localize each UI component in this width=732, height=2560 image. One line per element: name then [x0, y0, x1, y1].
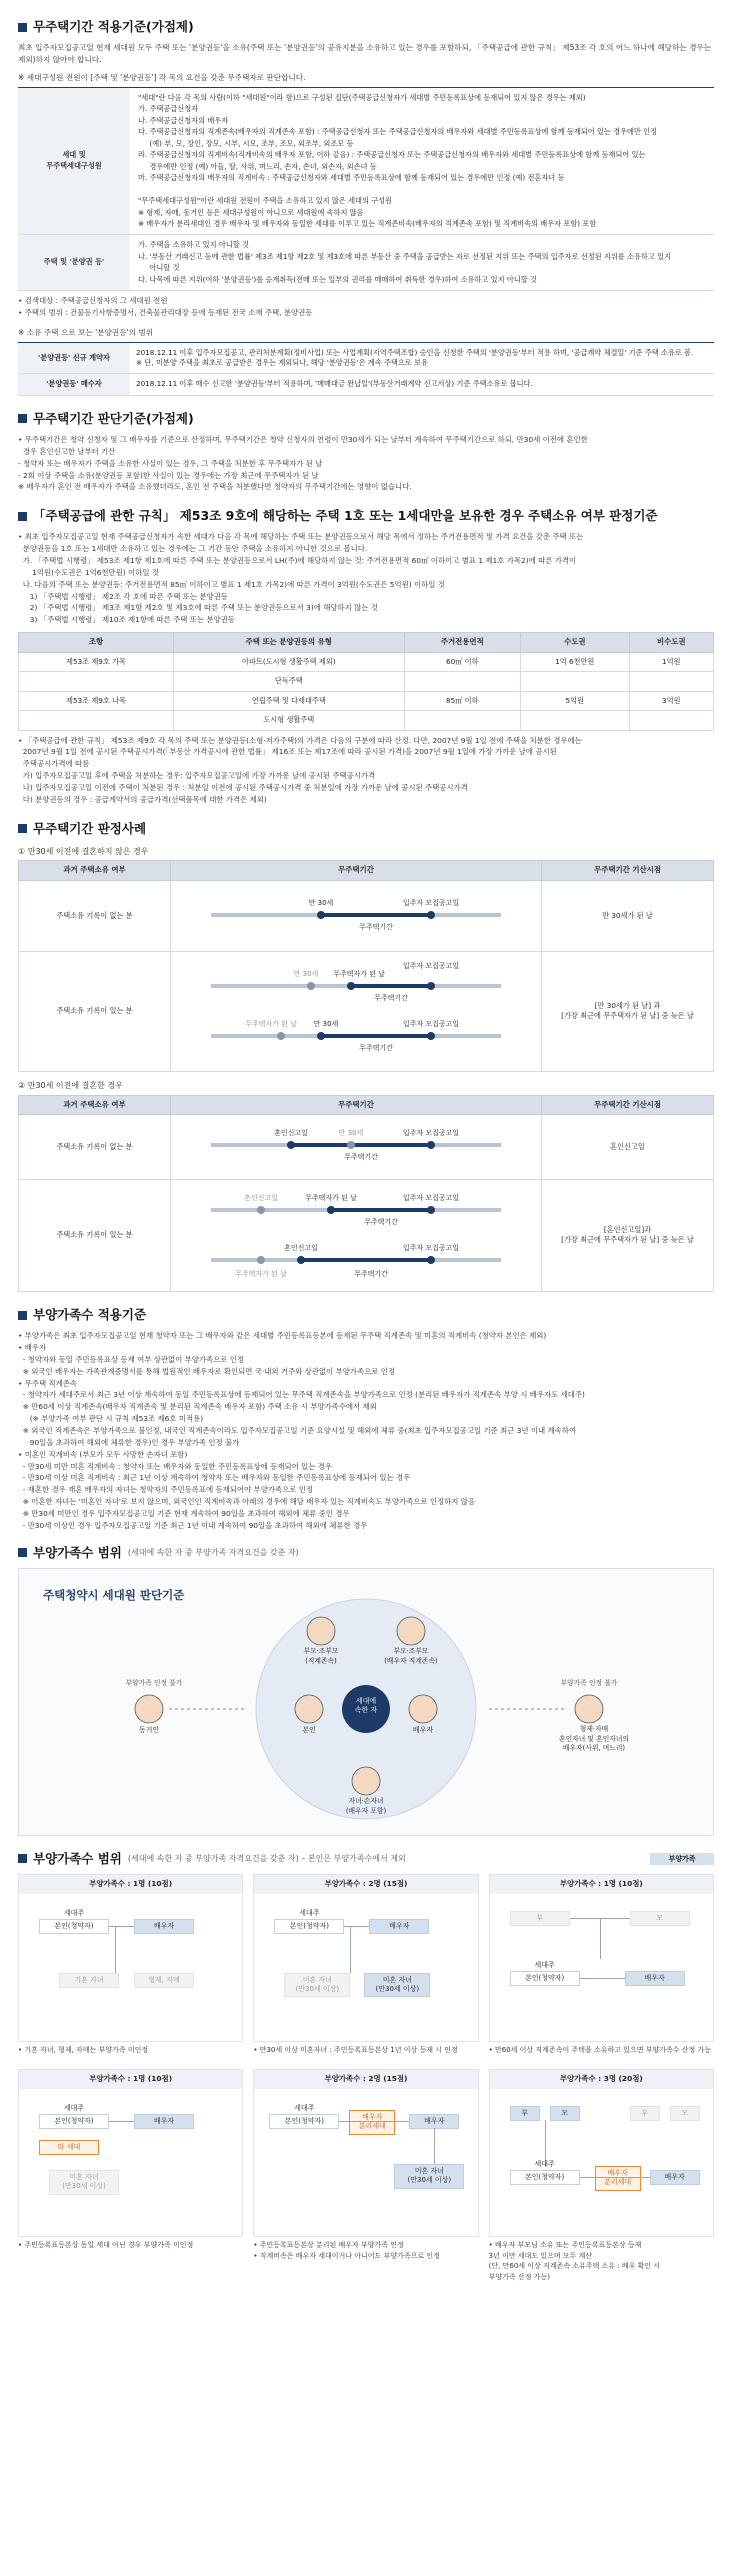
bullet-line: 나) 입주자모집공고일 이전에 주택이 처분된 경우 : 처분일 이전에 공시된 주택공시가격 중 처분일에 가장 가까운 날에 공시된 주택공시가격: [18, 782, 468, 792]
person-icon: [295, 1695, 323, 1723]
section1-intro: 최초 입주자모집공고일 현재 세대원 모두 주택 또는 '분양권등'을 소유(주택 또는 '분양권등'의 공유지분을 소유하고 있는 경우를 포함하되, 「주택공급에 관한 규칙」 제53조 각 호의 어느 하나에 해당하는 경우는 제외)하지 않아야 합니다.: [18, 43, 712, 64]
svg-text:입주자 모집공고일: 입주자 모집공고일: [402, 961, 460, 970]
section3-after-lines: [18, 735, 714, 806]
section3-lines: [18, 531, 714, 626]
svg-text:만 30세: 만 30세: [293, 969, 319, 978]
bullet-line: 1억원(수도권은 1억6천만원) 이하일 것: [18, 567, 159, 577]
col-head: 무주택기간: [171, 1095, 542, 1115]
timeline-cell: [171, 951, 542, 1071]
definition-line: 나. '부동산 거래신고 등에 관한 법률' 제3조 제1항 제2호 및 제3호에 따른 부동산 중 주택을 공급받는 자로 선정된 지위 또는 주택의 입주자로 선정된 지위를 소유하고 있지: [138, 251, 671, 261]
bullet-line: - 만30세 이상 미혼 직계비속 : 최근 1년 이상 계속하여 청약자 또는 배우자와 동일한 주민등록표상에 등재되어 있는 경우: [18, 1473, 411, 1483]
bullet-line: • 미혼인 직계비속 (부모가 모두 사망한 손자녀 포함): [18, 1449, 188, 1459]
bullet-line: - 2회 이상 주택을 소유(분양권등 포함)한 사실이 있는 경우에는 가장 최근에 무주택자가 된 날: [18, 470, 319, 480]
person-icon: [397, 1617, 425, 1645]
row-body: [130, 234, 714, 290]
bullet-line: 나. 다음의 주택 또는 분양권등: 주거전용면적 85㎡ 이하이고 별표 1 제1호 가목2)에 따른 가격이 3억원(수도권은 5억원) 이하일 것: [18, 579, 445, 589]
not-allowed-label: 부양가족 인정 불가: [560, 1678, 618, 1687]
section-title-4: 무주택기간 판정사례: [18, 820, 714, 838]
history-note: ※ 소유 주택 으로 보는 '분양권등'의 범위: [18, 327, 154, 337]
result-text: [만 30세가 된 날] 과 [가장 최근에 무주택자가 된 날] 중 늦은 날: [542, 951, 714, 1071]
node-label: 부모·조부모 (배우자 직계존속): [384, 1646, 438, 1665]
bullet-line: 주택공시가격에 따름: [18, 759, 90, 769]
legend-badge: 부양가족: [650, 1853, 714, 1865]
card-head: 부양가족수 : 2명 (15점): [254, 1875, 477, 1894]
svg-text:무주택기간: 무주택기간: [364, 1217, 398, 1226]
bullet-line: ※ 외국인 직계존속은 부양가족으로 불인정, 내국인 직계존속이라도 입주자모집공고일 기준 요양시설 및 해외에 체류 중(최초 입주자모집공고일 기준 최근 3년 이내 계속하여: [18, 1426, 577, 1436]
table-cell: [629, 711, 714, 730]
section1-bullets: [18, 295, 714, 319]
row-head: 주택 및 '분양권 등': [18, 234, 130, 290]
table-head-row: [19, 633, 714, 653]
bullet-line: 2007년 9월 1일 전에 공시된 주택공시가격(「부동산 가격공시에 관한 법률」 제16조 또는 제17조에 따라 공시된 가격)을 2007년 9월 1일에 가장 가까운 날에 공시된: [18, 747, 557, 757]
result-text: 만 30세가 된 날: [542, 881, 714, 951]
col-head: 무주택기간 기산시점: [542, 1095, 714, 1115]
section1-note: ※ 세대구성원 전원이 [주택 및 '분양권등'] 각 목의 요건을 갖춘 무주택자로 판단합니다.: [18, 72, 306, 82]
col-head: 과거 주택소유 여부: [19, 1095, 171, 1115]
section-title-7: 부양가족수 범위 (세대에 속한 자 중 부양가족 자격요건을 갖춘 자) – 본인은 부양가족수에서 제외 부양가족: [18, 1850, 714, 1868]
bullet-line: • 무주택 직계존속: [18, 1378, 78, 1388]
bullet-line: • 최초 입주자모집공고일 현재 주택공급신청자가 속한 세대가 다음 각 목에 해당하는 주택 또는 분양권등으로서 해당 목에서 정하는 주거전용면적 및 가격 요건을 갖춘 주택 또는: [18, 532, 584, 542]
table-row: [18, 342, 714, 374]
table-cell: 단독주택: [174, 672, 404, 691]
table-row: [19, 881, 714, 951]
timeline-diagram: [201, 881, 511, 947]
card-head: 부양가족수 : 1명 (10점): [19, 1875, 242, 1894]
table-cell: 제53조 제9호 가목: [19, 652, 174, 671]
bullet-square-icon: [18, 1311, 27, 1320]
person-icon: [352, 1767, 380, 1795]
bullet-square-icon: [18, 1548, 27, 1557]
person-icon: [575, 1695, 603, 1723]
timeline-diagram: [201, 952, 511, 1068]
table-cell: [521, 711, 629, 730]
notice-label: 입주자 모집공고일: [402, 899, 460, 908]
table-row: [19, 711, 714, 730]
col-head: 무주택기간 기산시점: [542, 861, 714, 881]
table-cell: [521, 672, 629, 691]
card-head: 부양가족수 : 3명 (20점): [490, 2070, 713, 2089]
not-allowed-label: 부양가족 인정 불가: [125, 1678, 183, 1687]
table-cell: 제53조 제9호 나목: [19, 691, 174, 710]
bullet-line: 2) 「주택법 시행령」 제3조 제1항 제2호 및 제3호에 따른 주택 또는 분양권등으로서 3)에 해당하지 않는 것: [18, 603, 378, 613]
bullet-line: ※ 만30세 미만인 경우 입주자모집공고일 기준 현재 계속하여 90일을 초과하여 해외에 체류 중인 경우: [18, 1508, 350, 1518]
definition-line: 가. 주택을 소유하고 있지 아니할 것: [138, 240, 249, 250]
table-row: [19, 1179, 714, 1291]
bullet-line: ※ 만60세 이상 직계존속(배우자 직계존속 및 분리된 직계존속 배우자 포함) 주택 소유 시 부양가족수에서 제외: [18, 1402, 377, 1412]
svg-text:입주자 모집공고일: 입주자 모집공고일: [402, 1129, 460, 1138]
svg-text:무주택자가 된 날: 무주택자가 된 날: [245, 1019, 297, 1028]
table-cell: [629, 672, 714, 691]
household-diagram: [18, 1568, 714, 1836]
section-title-1: 무주택기간 적용기준(가점제): [18, 18, 714, 36]
bullet-square-icon: [18, 824, 27, 833]
bullet-line: • 「주택공급에 관한 규칙」 제53조 제9호 각 목의 주택 또는 분양권등(소형·저가주택)의 가격은 다음의 구분에 따라 산정. 다만, 2007년 9월 1일 전에 주택을 처분한 경우에는: [18, 735, 582, 745]
family-card: 부양가족수 : 1명 (10점) 세대주 본인(청약자) 배우자 기혼 자녀 형제, 자매 • 기혼 자녀, 형제, 자매는 부양가족 미인정: [18, 1874, 243, 2056]
family-card: 부양가족수 : 2명 (15점) 세대주 본인(청약자) 배우자 미혼 자녀 (만30세 이상) 미혼 자녀 (만30세 이상) • 만30세 이상 미혼자녀 : 주민등록표등본상 1년 이상 등재 시 인정: [253, 1874, 478, 2056]
timeline-cell: [171, 881, 542, 951]
row-label: 주택소유 기록이 있는 분: [19, 1179, 171, 1291]
bullet-line: 1) 「주택법 시행령」 제2조 각 호에 따른 주택 또는 분양권등: [18, 591, 228, 601]
bullet-line: - 청약자 또는 배우자가 주택을 소유한 사실이 있는 경우, 그 주택을 처분한 후 무주택자가 된 날: [18, 458, 323, 468]
center-label: 세대에 속한 자: [354, 1696, 378, 1714]
case2-table: [18, 1095, 714, 1293]
table-cell: 1억원: [629, 652, 714, 671]
definition-line: (예) 부, 모, 장인, 장모, 시부, 시모, 조부, 조모, 외조부, 외조모 등: [138, 138, 354, 148]
node-label: 자녀·손자녀 (배우자 포함): [345, 1796, 387, 1815]
node-label: 배우자: [412, 1725, 434, 1734]
svg-text:혼인신고일: 혼인신고일: [274, 1129, 308, 1138]
table-row: [19, 951, 714, 1071]
definition-line: 마. 주택공급신청자의 배우자의 직계비속 : 주택공급신청자와 세대별 주민등록표상에 함께 등재되어 있는 경우에만 인정 (예) 전혼자녀 등: [138, 173, 565, 183]
svg-text:혼인신고일: 혼인신고일: [244, 1193, 278, 1202]
bullet-line: - 만30세 미만 미혼 직계비속 : 청약자 또는 배우자와 동일한 주민등록표상에 등재되어 있는 경우: [18, 1461, 332, 1471]
col-head: 수도권: [521, 633, 629, 653]
table-cell: [404, 711, 521, 730]
small-house-table: [18, 632, 714, 730]
bullet-line: (※ 부양가족 여부 판단 시 규칙 제53조 제6호 미적용): [18, 1414, 204, 1424]
case1-heading: ① 만30세 이전에 결혼하지 않은 경우: [18, 846, 149, 856]
family-cards-row1: [18, 1874, 714, 2056]
timeline-diagram: [201, 1180, 511, 1288]
section-title-6: 부양가족수 범위 (세대에 속한 자 중 부양가족 자격요건을 갖춘 자): [18, 1544, 714, 1562]
bullet-line: 다) 분양권등의 경우 : 공급계약서의 공급가격(선택품목에 대한 가격은 제외): [18, 794, 267, 804]
definition-line: ※ 형제, 자매, 동거인 등은 세대구성원이 아니므로 세대원에 속하지 않음: [138, 207, 364, 217]
table-row: [19, 672, 714, 691]
table-cell: 5억원: [521, 691, 629, 710]
definition-table: [18, 87, 714, 291]
section-title-3: 「주택공급에 관한 규칙」 제53조 9호에 해당하는 주택 1호 또는 1세대만을 보유한 경우 주택소유 여부 판정기준: [18, 507, 714, 525]
table-cell: 연립주택 및 다세대주택: [174, 691, 404, 710]
section-title-5: 부양가족수 적용기준: [18, 1306, 714, 1324]
col-head: 주택 또는 분양권등의 유형: [174, 633, 404, 653]
node-label: 형제·자매 혼인자녀 및 혼인자녀의 배우자(사위, 며느리): [559, 1724, 629, 1753]
bullet-line: - 청약자와 동일 주민등록표상 등재 여부 상관없이 부양가족으로 인정: [18, 1354, 245, 1364]
definition-line: 경우에만 인정 (예) 아들, 딸, 사위, 며느리, 손자, 손녀, 외손자, 외손녀 등: [138, 161, 377, 171]
node-label: 본인: [302, 1725, 316, 1734]
node-label: 동거인: [138, 1725, 160, 1734]
bullet-square-icon: [18, 1854, 27, 1863]
card-head: 부양가족수 : 1명 (10점): [490, 1875, 713, 1894]
row-head: '분양권등' 신규 계약자: [18, 342, 130, 374]
svg-text:무주택기간: 무주택기간: [354, 1269, 388, 1278]
person-icon: [307, 1617, 335, 1645]
nohome-label: 무주택기간: [359, 923, 393, 932]
svg-text:무주택자가 된 날: 무주택자가 된 날: [305, 1193, 357, 1202]
table-cell: [19, 711, 174, 730]
definition-line: "무주택세대구성원"이란 세대원 전원이 주택을 소유하고 있지 않은 세대의 구성원: [138, 196, 393, 206]
definition-line: 다. 나목에 따른 지위(이하 '분양권등')를 승계취득(전매 또는 일부의 권리를 매매하여 취득한 경우)하여 소유하고 있지 아니할 것: [138, 274, 537, 284]
table-row: [19, 691, 714, 710]
row-label: 주택소유 기록이 없는 분: [19, 881, 171, 951]
row-head: 세대 및 무주택세대구성원: [18, 87, 130, 234]
col-head: 무주택기간: [171, 861, 542, 881]
case1-table: [18, 860, 714, 1072]
table-cell: 85㎡ 이하: [404, 691, 521, 710]
age30-label: 만 30세: [308, 899, 334, 908]
col-head: 비수도권: [629, 633, 714, 653]
table-head-row: [19, 861, 714, 881]
col-head: 조항: [19, 633, 174, 653]
family-card: 부양가족수 : 3명 (20점) 부 모 부 모 세대주 본인(청약자) 배우자 분리세대 배우자 • 배우자 부모님 소유 또는 주민등록표등본상 등재 3년 이만 세대도 있으며 모두 계산 (단, 만60세 이상 직계존속 소유주택 소유 : 배우 확인 시 부양가족 산정 가능): [489, 2069, 714, 2282]
bullet-line: ※ 외국인 배우자는 가족관계증명서를 통해 법원적인 배우자로 확인되면 국·내외 거주와 상관없이 부양가족으로 인정: [18, 1366, 395, 1376]
bullet-line: 경우 혼인신고한 날부터 기산: [18, 446, 116, 456]
bullet-line: 3) 「주택법 시행령」 제10조 제1항에 따른 주택 또는 분양권등: [18, 615, 235, 625]
family-card: 부양가족수 : 1명 (10점) 부 모 세대주 본인(청약자) 배우자 • 만60세 이상 직계존속이 주택을 소유하고 있으면 부양가족수 산정 가능: [489, 1874, 714, 2056]
person-icon: [409, 1695, 437, 1723]
bullet-square-icon: [18, 414, 27, 423]
bullet-square-icon: [18, 512, 27, 521]
table-cell: 1억 6천만원: [521, 652, 629, 671]
svg-text:무주택기간: 무주택기간: [374, 993, 408, 1002]
definition-line: 나. 주택공급신청자의 배우자: [138, 115, 229, 125]
col-head: 과거 주택소유 여부: [19, 861, 171, 881]
bullet-line: • 부양가족은 최초 입주자모집공고일 현재 청약자 또는 그 배우자와 같은 세대별 주민등록표등본에 등재된 무주택 직계존속 및 미혼의 직계비속 (청약자 본인은 제외): [18, 1331, 547, 1341]
row-label: 주택소유 기록이 없는 분: [19, 1115, 171, 1179]
table-row: [19, 1115, 714, 1179]
person-icon: [135, 1695, 163, 1723]
bullet-line: - 재혼한 경우 재혼 배우자의 자녀는 청약자의 주민등록표에 등재되어야 부양가족으로 인정: [18, 1485, 314, 1495]
definition-line: [136, 184, 708, 196]
bullet-line: 가. 「주택법 시행령」 제53조 제1항 제1호에 따른 주택 또는 분양권등으로서 LH(주)에 해당하지 않는 것: 주거전용면적 60㎡ 이하이고 별표 1 제1호 가목2)에 따른 가격이: [18, 556, 577, 565]
bullet-line: 가) 입주자모집공고일 후에 주택을 처분하는 경우: 입주자모집공고일에 가장 가까운 날에 공시된 주택공시가격: [18, 771, 376, 781]
bullet-line: • 검색대상 : 주택공급신청자의 그 세대원 전원: [18, 295, 168, 305]
section-title-2: 무주택기간 판단기준(가점제): [18, 410, 714, 428]
svg-text:만 30세: 만 30세: [313, 1019, 339, 1028]
table-head-row: [19, 1095, 714, 1115]
svg-text:무주택자가 된 날: 무주택자가 된 날: [333, 969, 385, 978]
section5-lines: [18, 1330, 714, 1531]
diagram-title: 주택청약시 세대원 판단기준: [43, 1587, 185, 1602]
table-cell: 도시형 생활주택: [174, 711, 404, 730]
svg-text:무주택자가 된 날: 무주택자가 된 날: [235, 1269, 287, 1278]
svg-text:혼인신고일: 혼인신고일: [284, 1243, 318, 1252]
bullet-line: - 청약자가 세대주로서 최근 3년 이상 계속하여 동일 주민등록표상에 등재되어 있는 무주택 직계존속을 부양가족으로 인정 (분리된 배우자가 직계존속 부양 시 배우자도 세대주): [18, 1390, 585, 1400]
node-label: 부모·조부모 (직계존속): [303, 1646, 339, 1665]
bullet-line: • 주택의 범위 : 건물등기사항증명서, 건축물관리대장 등에 등재된 전국 소재 주택, 분양권등: [18, 307, 313, 317]
bullet-square-icon: [18, 23, 27, 32]
table-cell: [19, 672, 174, 691]
result-text: [혼인신고일]과 [가장 최근에 무주택자가 된 날] 중 늦은 날: [542, 1179, 714, 1291]
svg-text:만 30세: 만 30세: [338, 1129, 364, 1138]
bullet-line: ※ 이혼한 자녀는 '미혼인 자녀'로 보지 않으며, 외국인인 직계비속과 아래의 경우에 해당 배우자 있는 직계비속도 부양가족으로 인정하지 않음: [18, 1497, 476, 1507]
family-card: 부양가족수 : 2명 (15점) 세대주 본인(청약자) 배우자 분리세대 배우자 미혼 자녀 (만30세 이상) • 주민등록표등본상 분리된 배우자 부양가족 인정 • 직계비속은 배우자 세대이거나 아니어도 부양가족으로 인정: [253, 2069, 478, 2282]
table-cell: 아파트(도시형 생활주택 제외): [174, 652, 404, 671]
case2-heading: ② 만30세 이전에 결혼한 경우: [18, 1080, 123, 1090]
definition-line: ※ 배우자가 분리세대인 경우 배우자 및 배우자와 동일한 세대를 이루고 있는 직계존비속(배우자의 직계존속 포함) 및 직계비속의 배우자 포함) 포함: [138, 219, 597, 229]
bullet-line: ※ 배우자가 혼인 전 배우자가 주택을 소유했더라도, 혼인 전 주택을 처분했다면 청약자의 무주택기간에는 영향이 없습니다.: [18, 482, 412, 492]
row-body: 2018.12.11 이후 매수 신고한 '분양권등'부터 적용하며, '매매대금 완납일'(부동산거래계약 신고서상) 기준 주택소유로 봅니다.: [130, 374, 714, 395]
family-cards-row2: [18, 2069, 714, 2282]
col-head: 주거전용면적: [404, 633, 521, 653]
history-table: [18, 342, 714, 396]
bullet-line: • 무주택기간은 청약 신청자 및 그 배우자를 기준으로 산정하며, 무주택기간은 청약 신청자의 연령이 만30세가 되는 날부터 계속하여 무주택기간으로 하되, 만30세 이전에 혼인한: [18, 434, 588, 444]
svg-text:입주자 모집공고일: 입주자 모집공고일: [402, 1243, 460, 1252]
timeline-diagram: [201, 1115, 511, 1175]
bullet-line: • 배우자: [18, 1343, 47, 1353]
table-cell: 3억원: [629, 691, 714, 710]
table-row: [18, 234, 714, 290]
bullet-line: 90일을 초과하여 해외에 체류한 경우)인 경우 부양가족 인정 불가: [18, 1437, 240, 1447]
row-label: 주택소유 기록이 있는 분: [19, 951, 171, 1071]
svg-text:입주자 모집공고일: 입주자 모집공고일: [402, 1193, 460, 1202]
family-card: 부양가족수 : 1명 (10점) 세대주 본인(청약자) 배우자 타 세대 미혼 자녀 (만30세 이상) • 주민등록표등본상 동일 세대 아닌 경우 부양가족 미인정: [18, 2069, 243, 2282]
definition-line: 라. 주택공급신청자의 직계비속(직계비속의 배우자 포함, 이하 같음) : 주택공급신청자 또는 주택공급신청자의 배우자와 세대별 주민등록표상에 함께 등재되어 있는: [138, 150, 646, 160]
table-cell: [404, 672, 521, 691]
table-cell: 60㎡ 이하: [404, 652, 521, 671]
timeline-cell: [171, 1115, 542, 1179]
svg-text:무주택기간: 무주택기간: [359, 1043, 393, 1052]
timeline-cell: [171, 1179, 542, 1291]
section2-lines: [18, 434, 714, 493]
row-head: '분양권등' 매수자: [18, 374, 130, 395]
row-body: 2018.12.11 이후 입주자모집공고, 관리처분계획(정비사업) 또는 사업계획(지역주택조합) 승인을 신청한 주택의 '분양권등'부터 적용 하며, '공급계약 체결일' 기준 주택 소유로 봄. ※ 단, 미분양 주택을 최초로 공급받은 경우는 제외되나, 해당 '분양권등'은 계속 주택으로 보유: [130, 342, 714, 374]
bullet-line: 분양권등을 1호 또는 1세대만 소유하고 있는 경우에는 그 기간 동안 주택을 소유하지 아니한 것으로 봅니다.: [18, 544, 368, 554]
result-text: 혼인신고일: [542, 1115, 714, 1179]
card-head: 부양가족수 : 1명 (10점): [19, 2070, 242, 2089]
table-row: [19, 652, 714, 671]
definition-line: 가. 주택공급신청자: [138, 104, 199, 114]
table-row: [18, 374, 714, 395]
table-row: [18, 87, 714, 234]
svg-text:무주택기간: 무주택기간: [344, 1153, 378, 1162]
svg-text:입주자 모집공고일: 입주자 모집공고일: [402, 1019, 460, 1028]
definition-line: 다. 주택공급신청자의 직계존속(배우자의 직계존속 포함) : 주택공급신청자 또는 주택공급신청자의 배우자와 세대별 주민등록표상에 함께 등재되어 있는 경우에만 인정: [138, 127, 658, 137]
bullet-line: - 만30세 이상인 경우 입주자모집공고일 기준 최근 1년 이내 계속하여 90일을 초과하여 해외에 체류한 경우: [18, 1520, 368, 1530]
row-body: [130, 87, 714, 234]
definition-line: "세대"란 다음 각 목의 사람(이하 "세대원"이라 함)으로 구성된 집단(주택공급신청자가 세대별 주민등록표상에 등재되어 있지 않은 경우는 제외): [138, 92, 586, 102]
card-head: 부양가족수 : 2명 (15점): [254, 2070, 477, 2089]
definition-line: 아니할 것: [138, 263, 180, 273]
